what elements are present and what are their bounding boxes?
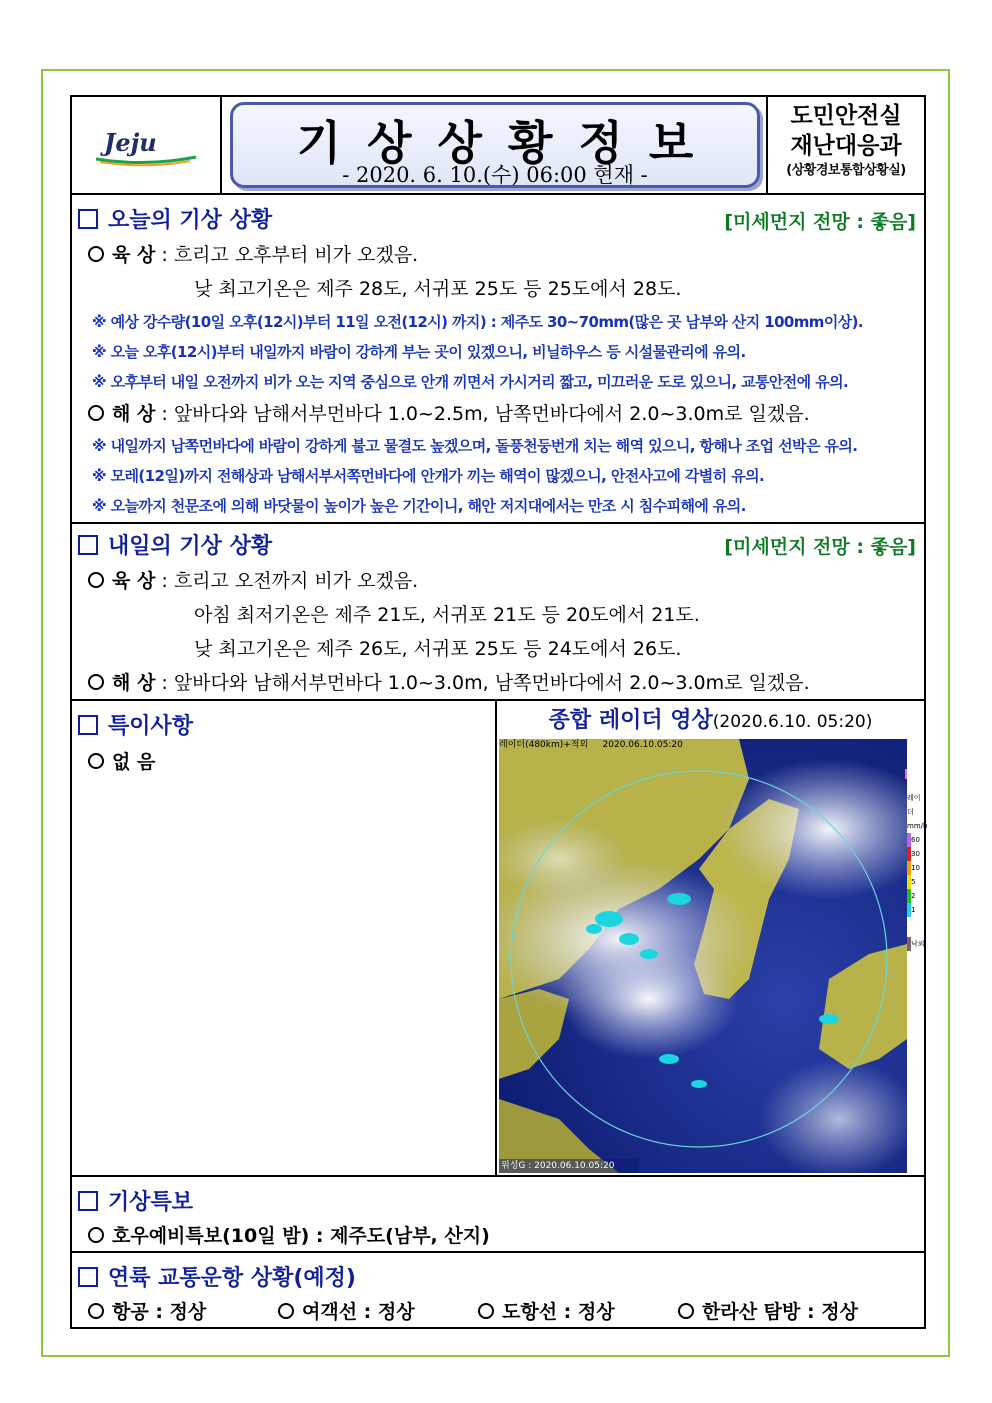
legend-value: 30 — [907, 847, 925, 861]
checkbox-square-icon — [78, 535, 98, 555]
traffic-item-island-ferry: 도항선 : 정상 — [478, 1297, 615, 1324]
legend-unit: mm/h — [907, 822, 928, 830]
circle-bullet-icon — [478, 1303, 494, 1319]
legend-value: 1 — [907, 903, 925, 917]
section-special — [72, 701, 928, 1177]
radar-area — [495, 701, 928, 1175]
warning-title: 기상특보 — [78, 1185, 193, 1216]
warning-item: 호우예비특보(10일 밤) : 제주도(남부, 산지) — [88, 1221, 490, 1248]
checkbox-square-icon — [78, 1267, 98, 1287]
jeju-logo-icon — [90, 127, 202, 167]
radar-caption: 종합 레이더 영상(2020.6.10. 05:20) — [548, 708, 873, 733]
today-note-3: ※ 오후부터 내일 오전까지 비가 오는 지역 중심으로 안개 끼면서 가시거리 짧고, 미끄러운 도로 있으니, 교통안전에 유의. — [92, 373, 849, 391]
radar-legend — [907, 791, 928, 951]
radar-top-label: 레이더(480km)+적외 2020.06.10.05:20 — [499, 740, 683, 750]
legend-value: 5 — [907, 875, 925, 889]
legend-title: 레이더 — [907, 794, 921, 816]
tomorrow-land-max: 낮 최고기온은 제주 26도, 서귀포 25도 등 24도에서 26도. — [194, 638, 682, 660]
tomorrow-land: 육 상 : 흐리고 오전까지 비가 오겠음. — [88, 566, 418, 593]
special-item: 없 음 — [88, 747, 155, 774]
circle-bullet-icon — [88, 246, 104, 262]
page-title: 기상상황정보 — [296, 116, 720, 170]
traffic-item-ferry: 여객선 : 정상 — [278, 1297, 415, 1324]
circle-bullet-icon — [678, 1303, 694, 1319]
legend-value: 2 — [907, 889, 925, 903]
circle-bullet-icon — [88, 674, 104, 690]
tomorrow-land-min: 아침 최저기온은 제주 21도, 서귀포 21도 등 20도에서 21도. — [194, 604, 700, 626]
section-today — [72, 195, 924, 524]
dept-line3: (상황경보통합상황실) — [786, 163, 906, 178]
circle-bullet-icon — [88, 1227, 104, 1243]
today-sea: 해 상 : 앞바다와 남해서부먼바다 1.0~2.5m, 남쪽먼바다에서 2.0~3.0m로 일겠음. — [88, 399, 810, 426]
today-dust-outlook: [미세먼지 전망 : 좋음] — [724, 211, 916, 233]
section-warning — [72, 1177, 924, 1253]
today-sea-note-2: ※ 모레(12일)까지 전해상과 남해서부서쪽먼바다에 안개가 끼는 해역이 많겠으니, 안전사고에 각별히 유의. — [92, 467, 765, 485]
circle-bullet-icon — [88, 1303, 104, 1319]
tomorrow-title: 내일의 기상 상황 — [78, 529, 272, 560]
traffic-title: 연륙 교통운항 상황(예정) — [78, 1261, 356, 1292]
page-date: - 2020. 6. 10.(수) 06:00 현재 - — [342, 163, 648, 187]
logo-cell — [72, 97, 222, 193]
radar-image — [499, 739, 907, 1173]
department-cell — [766, 97, 924, 193]
section-tomorrow — [72, 524, 924, 701]
checkbox-square-icon — [78, 715, 98, 735]
today-land: 육 상 : 흐리고 오후부터 비가 오겠음. — [88, 240, 418, 267]
checkbox-square-icon — [78, 1191, 98, 1211]
legend-value: 10 — [907, 861, 925, 875]
dept-line1: 도민안전실 — [790, 103, 902, 129]
legend-extra: 낙뢰 — [907, 937, 925, 951]
today-title: 오늘의 기상 상황 — [78, 203, 272, 234]
today-note-2: ※ 오늘 오후(12시)부터 내일까지 바람이 강하게 부는 곳이 있겠으니, 비닐하우스 등 시설물관리에 유의. — [92, 343, 746, 361]
traffic-item-hallasan: 한라산 탐방 : 정상 — [678, 1297, 858, 1324]
checkbox-square-icon — [78, 209, 98, 229]
today-sea-note-1: ※ 내일까지 남쪽먼바다에 바람이 강하게 불고 물결도 높겠으며, 돌풍천둥번개 치는 해역 있으니, 항해나 조업 선박은 유의. — [92, 437, 858, 455]
circle-bullet-icon — [278, 1303, 294, 1319]
radar-bottom-label: 위성G : 2020.06.10.05:20 — [501, 1161, 615, 1171]
traffic-item-air: 항공 : 정상 — [88, 1297, 206, 1324]
today-land-temp: 낮 최고기온은 제주 28도, 서귀포 25도 등 25도에서 28도. — [194, 278, 682, 300]
header — [72, 97, 924, 195]
circle-bullet-icon — [88, 405, 104, 421]
legend-value: 60 — [907, 833, 925, 847]
tomorrow-sea: 해 상 : 앞바다와 남해서부먼바다 1.0~3.0m, 남쪽먼바다에서 2.0~3.0m로 일겠음. — [88, 668, 810, 695]
dept-line2: 재난대응과 — [790, 133, 902, 159]
title-box — [230, 102, 760, 188]
tomorrow-dust-outlook: [미세먼지 전망 : 좋음] — [724, 536, 916, 558]
circle-bullet-icon — [88, 572, 104, 588]
circle-bullet-icon — [88, 753, 104, 769]
today-note-1: ※ 예상 강수량(10일 오후(12시)부터 11일 오전(12시) 까지) : 제주도 30~70mm(많은 곳 남부와 산지 100mm이상). — [92, 313, 863, 331]
today-sea-note-3: ※ 오늘까지 천문조에 의해 바닷물이 높이가 높은 기간이니, 해안 저지대에서는 만조 시 침수피해에 유의. — [92, 497, 746, 515]
svg-text:Jeju: Jeju — [104, 128, 157, 157]
special-title: 특이사항 — [78, 709, 193, 740]
document-sheet — [70, 95, 926, 1329]
section-traffic — [72, 1253, 924, 1329]
